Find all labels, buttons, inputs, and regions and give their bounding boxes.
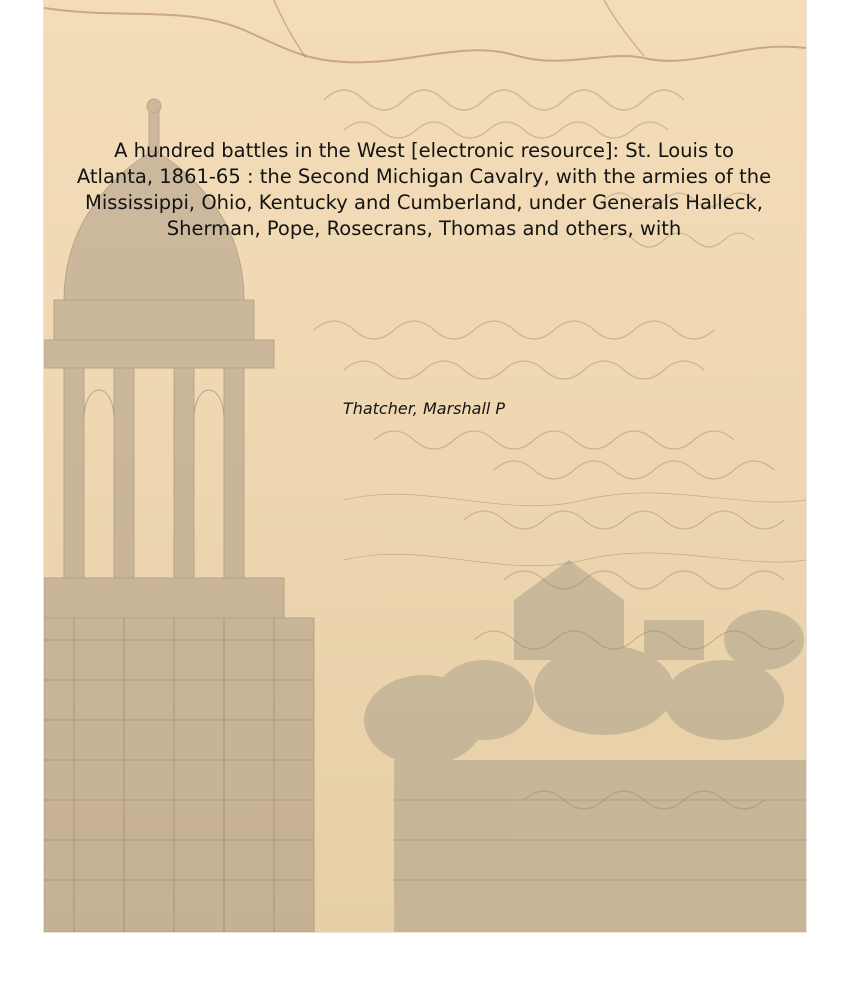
book-title: A hundred battles in the West [electronic resource]: St. Louis to Atlanta, 1861-65 : the Second Michigan Cavalry, with the armies of the Mississippi, Ohio, Kentucky and Cumberland, under Generals Halleck, Sherman, Pope, Rosecrans, Thomas and others, with [76, 139, 772, 240]
landscape-illustration [364, 560, 806, 932]
book-cover [44, 0, 806, 932]
book-author: Thatcher, Marshall P [342, 399, 506, 418]
